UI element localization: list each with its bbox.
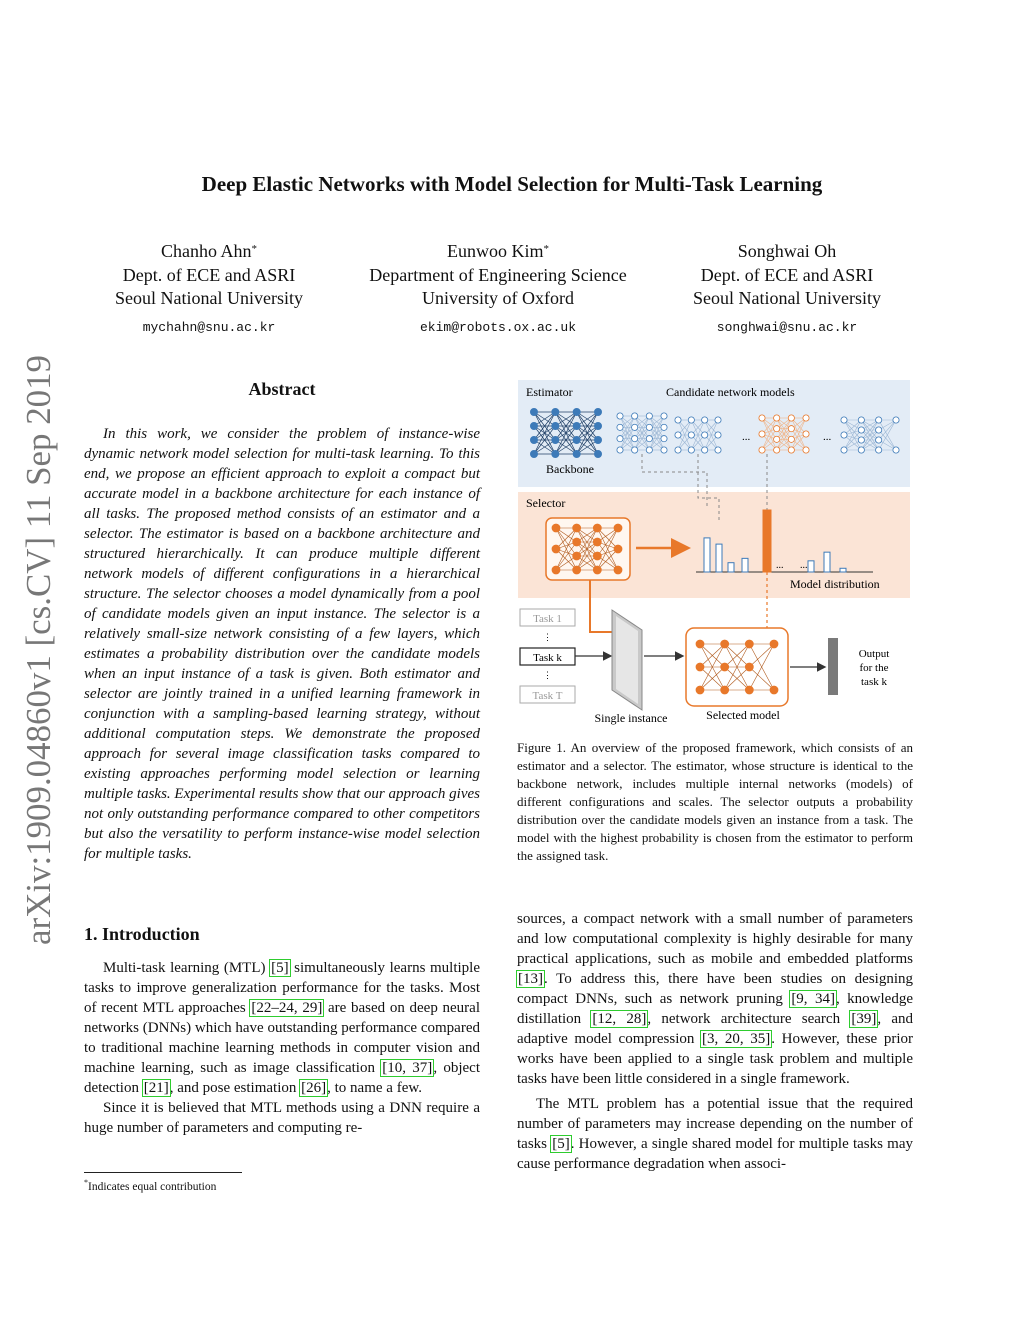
citation-link[interactable]: [10, 37] <box>382 1060 433 1076</box>
text-run: , and pose estimation <box>169 1080 301 1096</box>
author-name: Eunwoo Kim <box>447 241 544 261</box>
author-affiliation: Seoul National University <box>115 288 303 308</box>
network-node <box>617 413 623 419</box>
output-label-line: for the <box>859 662 889 674</box>
output-label-line: task k <box>861 676 887 688</box>
network-node <box>774 447 780 453</box>
network-node <box>675 432 681 438</box>
abstract-body <box>84 424 480 864</box>
network-node <box>617 447 623 453</box>
task-label-T: Task T <box>532 690 563 702</box>
network-node <box>632 424 638 430</box>
author-affiliation: Dept. of ECE and ASRI <box>700 264 874 285</box>
network-node <box>876 437 882 443</box>
network-node <box>646 413 652 419</box>
network-node <box>745 640 753 648</box>
network-node <box>721 640 729 648</box>
text-run: sources, a compact network with a small number of parameters and low computational complexity is highly desirable for many practical applications, such as mobile and embedded platforms <box>517 911 913 967</box>
network-node <box>617 436 623 442</box>
text-run: , network architecture search <box>647 1011 851 1027</box>
text-run: , object detection <box>84 1060 481 1096</box>
network-node <box>552 524 560 532</box>
network-node <box>661 436 667 442</box>
distribution-bar <box>808 561 814 572</box>
footnote-text: Indicates equal contribution <box>88 1180 217 1193</box>
network-node <box>715 417 721 423</box>
author-affiliation: Dept. of ECE and ASRI <box>122 264 296 285</box>
network-node <box>745 686 753 694</box>
paper-title: Deep Elastic Networks with Model Selection for Multi-Task Learning <box>201 172 823 196</box>
single-instance-label: Single instance <box>594 711 668 725</box>
network-node <box>661 413 667 419</box>
network-node <box>573 538 581 546</box>
network-node <box>759 431 765 437</box>
network-node <box>774 415 780 421</box>
task-dots: ⋮ <box>543 670 552 680</box>
network-node <box>788 436 794 442</box>
network-node <box>552 436 559 443</box>
footnote-mark: * <box>84 1178 88 1187</box>
network-node <box>702 447 708 453</box>
network-node <box>688 417 694 423</box>
citation-link[interactable]: [5] <box>552 1136 570 1152</box>
network-node <box>721 663 729 671</box>
network-node <box>552 566 560 574</box>
network-node <box>841 447 847 453</box>
author-block-3 <box>678 240 896 339</box>
model-distribution-label: Model distribution <box>790 577 880 591</box>
dist-ellipsis-2: ... <box>800 560 808 571</box>
network-node <box>803 415 809 421</box>
ellipsis-1: ... <box>742 431 751 443</box>
author-name: Songhwai Oh <box>737 241 837 261</box>
author-email: mychahn@snu.ac.kr <box>142 319 276 335</box>
author-affiliation: Department of Engineering Science <box>369 264 627 285</box>
network-node <box>788 447 794 453</box>
network-node <box>893 447 899 453</box>
network-node <box>530 436 537 443</box>
network-node <box>632 447 638 453</box>
network-node <box>696 686 704 694</box>
distribution-bar <box>728 563 734 572</box>
author-name: Chanho Ahn <box>160 241 252 261</box>
network-node <box>759 447 765 453</box>
footnote <box>84 1178 216 1193</box>
distribution-bar <box>704 538 710 572</box>
ellipsis-2: ... <box>823 431 832 443</box>
intro-paragraph-3 <box>517 909 913 1089</box>
network-node <box>552 422 559 429</box>
network-node <box>593 552 601 560</box>
intro-paragraph-1 <box>84 958 480 1098</box>
footnote-rule <box>84 1172 242 1173</box>
network-node <box>530 408 537 415</box>
author-block-2 <box>348 240 648 339</box>
abstract-text: In this work, we consider the problem of instance-wise dynamic network model selection for multi-task learning. To this end, we propose an efficient approach to exploit a compact but accurate model in a backbone architecture for each instance of all tasks. The proposed method consists of an estimator and a selector. The estimator is based on a backbone architecture and structured hierarchically. It can produce multiple different network models of different configurations in a hierarchical structure. The selector chooses a model dynamically from a pool of candidate models given an input instance. The selector is a relatively small-size network consisting of a few layers, which estimates a probability distribution over the candidate models when an input instance of a task is given. Both estimator and selector are jointly trained in a unified learning framework in conjunction with a sampling-based learning strategy, without additional computation steps. We demonstrate the proposed approach for several image classification tasks compared to existing approaches performing model selection or learning multiple tasks. Experimental results show that our approach gives not only outstanding performance compared to other competitors but also the versatility to perform instance-wise model selection for multiple tasks. <box>84 426 480 862</box>
network-node <box>675 447 681 453</box>
distribution-bar <box>742 558 748 572</box>
author-email: ekim@robots.ox.ac.uk <box>419 319 577 335</box>
figure-overview-diagram <box>518 380 910 725</box>
citation-link[interactable]: [13] <box>518 971 543 987</box>
text-run: The MTL problem has a potential issue that the required number of parameters may increase depending on the number of tasks <box>517 1096 913 1152</box>
citation-link[interactable]: [9, 34] <box>791 991 835 1007</box>
citation-link[interactable]: [21] <box>143 1080 169 1096</box>
network-node <box>661 424 667 430</box>
network-node <box>594 422 601 429</box>
network-node <box>696 663 704 671</box>
network-node <box>858 427 864 433</box>
task-label-k: Task k <box>533 652 562 664</box>
intro-column-right <box>517 909 913 1179</box>
network-node <box>617 424 623 430</box>
intro-paragraph-2: Since it is believed that MTL methods using a DNN require a huge number of parameters and computing re- <box>84 1100 480 1136</box>
text-run: . To address this, there have been studies on designing compact DNNs, such as network pruning <box>517 971 913 1007</box>
network-node <box>688 432 694 438</box>
network-node <box>573 450 580 457</box>
equal-contribution-mark: * <box>251 243 257 255</box>
network-node <box>530 422 537 429</box>
citation-link[interactable]: [26] <box>301 1080 327 1096</box>
network-node <box>770 640 778 648</box>
author-email: songhwai@snu.ac.kr <box>716 319 858 335</box>
citation-link[interactable]: [3, 20, 35] <box>702 1031 771 1047</box>
text-run: , knowledge distillation <box>517 991 913 1027</box>
abstract-heading: Abstract <box>248 379 316 399</box>
network-node <box>632 413 638 419</box>
network-node <box>632 436 638 442</box>
network-node <box>759 415 765 421</box>
network-node <box>702 417 708 423</box>
author-affiliation: University of Oxford <box>422 288 574 308</box>
network-node <box>788 415 794 421</box>
network-node <box>715 447 721 453</box>
network-node <box>675 417 681 423</box>
figure-caption <box>517 739 913 865</box>
network-node <box>594 408 601 415</box>
network-node <box>573 566 581 574</box>
author-affiliation: Seoul National University <box>693 288 881 308</box>
network-node <box>593 566 601 574</box>
network-node <box>593 538 601 546</box>
network-node <box>661 447 667 453</box>
network-node <box>721 686 729 694</box>
intro-paragraph-4 <box>517 1094 913 1174</box>
citation-link[interactable]: [22–24, 29] <box>251 1000 323 1016</box>
output-label-line: Output <box>858 648 890 660</box>
text-run: Multi-task learning (MTL) <box>103 960 271 976</box>
caption-text: An overview of the proposed framework, which consists of an estimator and a selector. The estimator, whose structure is identical to the backbone network, includes multiple internal networks (models) of different configurations and scales. The selector outputs a probability distribution over the candidate models given an instance from a task. The model with the highest probability is chosen from the estimator to perform the assigned task. <box>517 740 913 863</box>
network-node <box>614 566 622 574</box>
network-node <box>573 422 580 429</box>
network-node <box>614 545 622 553</box>
network-node <box>573 524 581 532</box>
network-node <box>893 417 899 423</box>
selected-model-label: Selected model <box>706 708 780 722</box>
estimator-label: Estimator <box>526 385 573 399</box>
network-node <box>770 686 778 694</box>
network-node <box>530 450 537 457</box>
distribution-bar <box>824 552 830 572</box>
citation-link[interactable]: [12, 28] <box>592 1011 647 1027</box>
network-node <box>702 432 708 438</box>
text-run: , to name a few. <box>327 1080 422 1096</box>
network-node <box>552 450 559 457</box>
network-node <box>646 447 652 453</box>
network-node <box>552 408 559 415</box>
network-node <box>646 424 652 430</box>
network-node <box>858 417 864 423</box>
network-node <box>841 417 847 423</box>
network-node <box>858 447 864 453</box>
network-node <box>876 427 882 433</box>
selector-label: Selector <box>526 496 566 510</box>
citation-link[interactable]: [5] <box>271 960 289 976</box>
network-node <box>841 432 847 438</box>
intro-column-left <box>84 958 480 1138</box>
network-node <box>593 524 601 532</box>
text-run: . However, these prior works have been applied to a single task problem and multiple tasks have been little considered in a single framework. <box>517 1031 913 1087</box>
arxiv-sidebar <box>4 350 64 950</box>
network-node <box>646 436 652 442</box>
dist-ellipsis-1: ... <box>776 560 784 571</box>
arxiv-id: arXiv:1909.04860v1 [cs.CV] 11 Sep 2019 <box>19 353 58 945</box>
network-node <box>594 450 601 457</box>
network-node <box>745 663 753 671</box>
network-node <box>573 436 580 443</box>
section-heading: 1. Introduction <box>84 924 200 944</box>
text-run: simultaneously learns multiple tasks to improve generalization performance for the tasks. Most of recent MTL approaches <box>84 960 480 1016</box>
text-run: are based on deep neural networks (DNNs) which have outstanding performance compared to traditional machine learning methods in computer vision and machine learning, such as image classification <box>84 1000 480 1076</box>
network-node <box>573 408 580 415</box>
candidates-label: Candidate network models <box>666 385 795 399</box>
network-node <box>876 447 882 453</box>
network-node <box>803 431 809 437</box>
network-node <box>788 426 794 432</box>
network-node <box>774 436 780 442</box>
network-node <box>774 426 780 432</box>
network-node <box>715 432 721 438</box>
distribution-bar <box>716 544 722 572</box>
network-node <box>573 552 581 560</box>
author-block-1 <box>100 240 318 339</box>
distribution-bar <box>763 510 771 572</box>
network-node <box>876 417 882 423</box>
network-node <box>688 447 694 453</box>
equal-contribution-mark: * <box>543 243 549 255</box>
network-node <box>594 436 601 443</box>
text-run: . However, a single shared model for multiple tasks may cause performance degradation when associ- <box>517 1136 913 1172</box>
text-run: , and adaptive model compression <box>517 1011 913 1047</box>
network-node <box>696 640 704 648</box>
network-node <box>803 447 809 453</box>
backbone-label: Backbone <box>546 462 594 476</box>
network-node <box>614 524 622 532</box>
task-dots: ⋮ <box>543 632 552 642</box>
single-instance-face <box>616 616 638 704</box>
network-node <box>552 545 560 553</box>
citation-link[interactable]: [39] <box>851 1011 877 1027</box>
caption-label: Figure 1. <box>517 740 566 755</box>
output-bar <box>828 638 838 695</box>
task-label-1: Task 1 <box>533 613 562 625</box>
network-node <box>858 437 864 443</box>
distribution-bar <box>840 568 846 572</box>
